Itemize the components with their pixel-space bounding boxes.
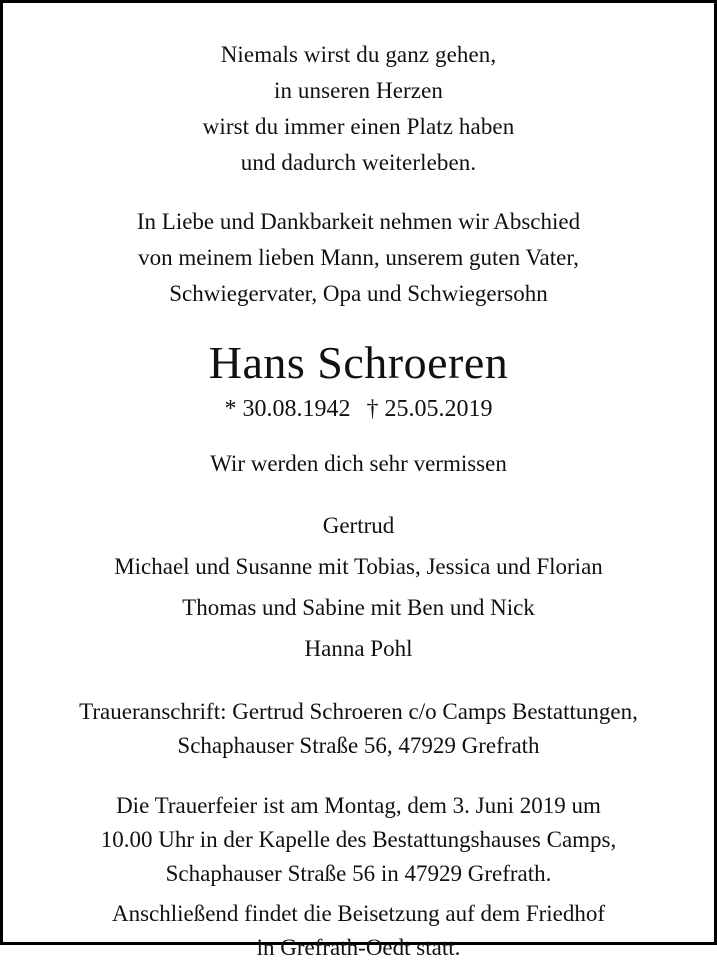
survivors-list bbox=[17, 505, 700, 669]
death-date: 25.05.2019 bbox=[384, 396, 493, 422]
deceased-name: Hans Schroeren bbox=[208, 337, 509, 388]
service-line: Die Trauerfeier ist am Montag, dem 3. Juni 2019 um bbox=[116, 793, 601, 818]
farewell-line: von meinem lieben Mann, unserem guten Vater, bbox=[138, 245, 579, 270]
memorial-verse bbox=[17, 37, 700, 181]
missing-message bbox=[17, 447, 700, 481]
mourning-address bbox=[17, 695, 700, 763]
deceased-block bbox=[17, 334, 700, 425]
birth-date: 30.08.1942 bbox=[242, 396, 351, 422]
verse-line: Niemals wirst du ganz gehen, bbox=[220, 42, 497, 67]
address-line: Schaphauser Straße 56, 47929 Grefrath bbox=[177, 733, 540, 758]
verse-line: und dadurch weiterleben. bbox=[240, 150, 477, 175]
survivor-line: Thomas und Sabine mit Ben und Nick bbox=[182, 595, 535, 620]
farewell-line: In Liebe und Dankbarkeit nehmen wir Abschied bbox=[136, 209, 581, 234]
life-dates bbox=[17, 393, 700, 425]
address-line: Traueranschrift: Gertrud Schroeren c/o Camps Bestattungen, bbox=[79, 699, 638, 724]
verse-line: wirst du immer einen Platz haben bbox=[202, 114, 515, 139]
birth-symbol-icon: * bbox=[224, 396, 237, 422]
notice-content bbox=[3, 3, 714, 960]
service-line: 10.00 Uhr in der Kapelle des Bestattungshauses Camps, bbox=[100, 827, 617, 852]
farewell-line: Schwiegervater, Opa und Schwiegersohn bbox=[169, 281, 548, 306]
service-line: in Grefrath-Oedt statt. bbox=[256, 935, 461, 960]
verse-line: in unseren Herzen bbox=[273, 78, 443, 103]
funeral-service-details bbox=[17, 789, 700, 965]
farewell-message bbox=[17, 204, 700, 312]
death-cross-icon: † bbox=[366, 396, 379, 422]
service-line: Anschließend findet die Beisetzung auf dem Friedhof bbox=[111, 901, 606, 926]
service-line: Schaphauser Straße 56 in 47929 Grefrath. bbox=[165, 861, 552, 886]
survivor-line: Hanna Pohl bbox=[304, 636, 413, 661]
missing-line: Wir werden dich sehr vermissen bbox=[210, 451, 507, 476]
survivor-line: Michael und Susanne mit Tobias, Jessica und Florian bbox=[114, 554, 603, 579]
survivor-line: Gertrud bbox=[322, 513, 395, 538]
